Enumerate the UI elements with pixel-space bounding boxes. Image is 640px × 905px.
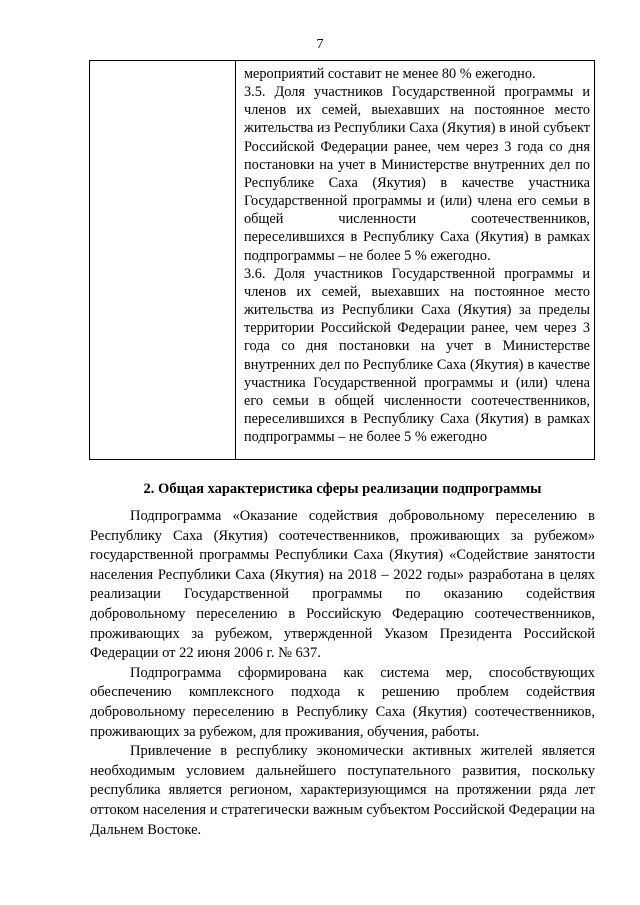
section-body <box>90 507 595 840</box>
table-text-line: мероприятий составит не менее 80 % ежегодно. <box>244 66 536 82</box>
paragraph: Подпрограмма «Оказание содействия добровольному переселению в Республику Саха (Якутия) соотечественников, проживающих за рубежом» государственной программы Республики Саха (Якутия) «Содействие занятости населения Республики Саха (Якутия) на 2018 – 2022 годы» разработана в целях реализации Государственной программы по оказанию содействия добровольному переселению в Российскую Федерацию соотечественников, проживающих за рубежом, утвержденной Указом Президента Российской Федерации от 22 июня 2006 г. № 637. <box>90 508 595 662</box>
section-heading: 2. Общая характеристика сферы реализации подпрограммы <box>143 481 542 497</box>
page-number: 7 <box>316 37 324 52</box>
table-right-cell <box>244 65 590 446</box>
indicators-table <box>89 60 595 460</box>
indicator-3-5: 3.5. Доля участников Государственной программы и членов их семей, выехавших на постоянное место жительства из Республики Саха (Якутия) в иной субъект Российской Федерации ранее, чем через 3 года со дня постановки на учет в Министерстве внутренних дел по Республике Саха (Якутия) в качестве участника Государственной программы и (или) члена его семьи в общей численности соотечественников, переселившихся в Республику Саха (Якутия) в рамках подпрограммы – не более 5 % ежегодно. <box>244 84 590 264</box>
table-left-cell <box>90 61 236 459</box>
indicator-3-6: 3.6. Доля участников Государственной программы и членов их семей, выехавших на постоянное место жительства из Республики Саха (Якутия) за пределы территории Российской Федерации ранее, чем через 3 года со дня постановки на учет в Министерстве внутренних дел по Республике Саха (Якутия) в качестве участника Государственной программы и (или) члена его семьи в общей численности соотечественников, переселившихся в Республику Саха (Якутия) в рамках подпрограммы – не более 5 % ежегодно <box>244 265 590 446</box>
paragraph: Привлечение в республику экономически активных жителей является необходимым условием дальнейшего поступательного развития, поскольку республика является регионом, характеризующимся на протяжении ряда лет оттоком населения и стратегически важным субъектом Российской Федерации на Дальнем Востоке. <box>90 743 595 838</box>
paragraph: Подпрограмма сформирована как система мер, способствующих обеспечению комплексного подхода к решению проблем содействия добровольному переселению в Республику Саха (Якутия) соотечественников, проживающих за рубежом, для проживания, обучения, работы. <box>90 664 595 740</box>
